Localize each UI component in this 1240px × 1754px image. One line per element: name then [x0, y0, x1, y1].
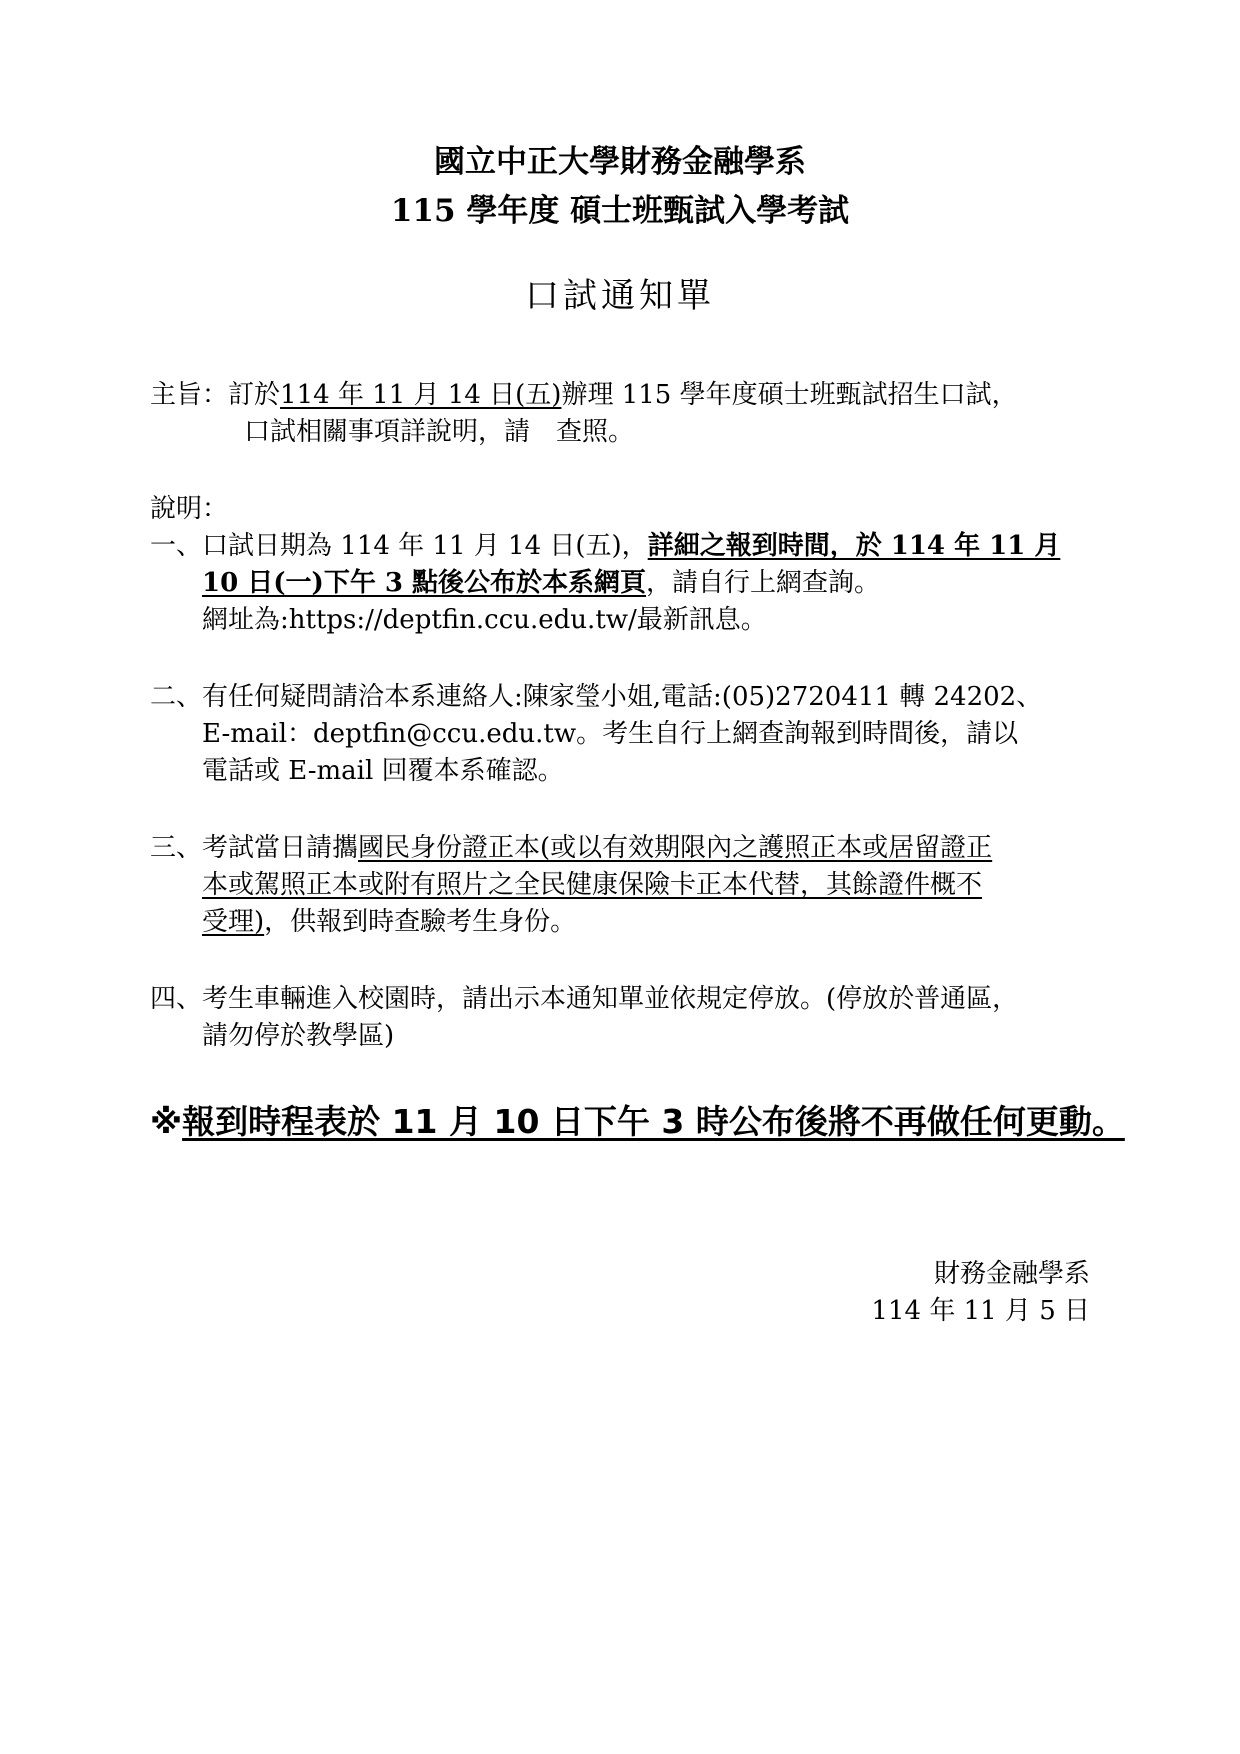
- reference-mark-icon: ※: [150, 1102, 183, 1141]
- item-3-pre: 考試當日請攜: [202, 833, 359, 863]
- item-2-text-1: 有任何疑問請洽本系連絡人:陳家瑩小姐,電話:(05)2720411 轉 24202、: [202, 682, 1043, 712]
- item-1-url-line: 網址為:https://deptfin.ccu.edu.tw/最新訊息。: [202, 605, 767, 635]
- item-3-post: ，供報到時查驗考生身份。: [264, 907, 577, 937]
- notice-text: 報到時程表於 11 月 10 日下午 3 時公布後將不再做任何更動。: [182, 1102, 1125, 1141]
- subject-date: 114 年 11 月 14 日(五): [280, 380, 562, 410]
- item-3-line-2: [202, 864, 982, 901]
- explain-label: 說明：: [150, 494, 229, 524]
- exam-title: 115 學年度 碩士班甄試入學考試: [390, 193, 850, 229]
- item-4-line-1: [150, 978, 1018, 1015]
- item-3-line-3: [202, 901, 576, 938]
- important-notice: [150, 1096, 1125, 1143]
- item-1-line-2: [202, 562, 880, 599]
- subject-pre: 訂於: [228, 380, 281, 410]
- signature-date: 114 年 11 月 5 日: [871, 1296, 1090, 1326]
- item-2-marker: 二、: [150, 682, 203, 712]
- item-2-line-2: E-mail：deptfin@ccu.edu.tw。考生自行上網查詢報到時間後，請以: [202, 719, 1019, 749]
- item-4-text-1: 考生車輛進入校園時，請出示本通知單並依規定停放。(停放於普通區，: [202, 984, 1019, 1014]
- item-1-line-1: [150, 525, 1060, 562]
- item-3-marker: 三、: [150, 833, 203, 863]
- item-1-marker: 一、: [150, 531, 203, 561]
- item-3-line-1: [150, 827, 992, 864]
- item-1-post: ，請自行上網查詢。: [646, 568, 881, 598]
- document-title: 口試通知單: [525, 276, 715, 316]
- subject-label: 主旨：: [150, 380, 229, 410]
- item-3-underlined-1: 國民身份證正本(或以有效期限內之護照正本或居留證正: [358, 833, 993, 863]
- subject-line-2: 口試相關事項詳說明，請 查照。: [244, 417, 635, 447]
- subject-rest: 辦理 115 學年度碩士班甄試招生口試，: [561, 380, 1018, 410]
- item-2-line-1: [150, 676, 1042, 713]
- department-title: 國立中正大學財務金融學系: [434, 144, 806, 180]
- item-2-line-3: 電話或 E-mail 回覆本系確認。: [202, 756, 564, 786]
- item-3-underlined-2: 本或駕照正本或附有照片之全民健康保險卡正本代替，其餘證件概不: [202, 870, 983, 900]
- item-1-bold-a: 詳細之報到時間，於 114 年 11 月: [647, 531, 1061, 561]
- signature-department: 財務金融學系: [933, 1259, 1090, 1289]
- item-1-pre: 口試日期為 114 年 11 月 14 日(五)，: [202, 531, 648, 561]
- item-3-underlined-3: 受理): [202, 907, 265, 937]
- subject-line-1: [150, 374, 1018, 411]
- item-4-marker: 四、: [150, 984, 203, 1014]
- item-4-line-2: 請勿停於教學區): [202, 1021, 395, 1051]
- item-1-bold-b: 10 日(一)下午 3 點後公布於本系網頁: [202, 568, 647, 598]
